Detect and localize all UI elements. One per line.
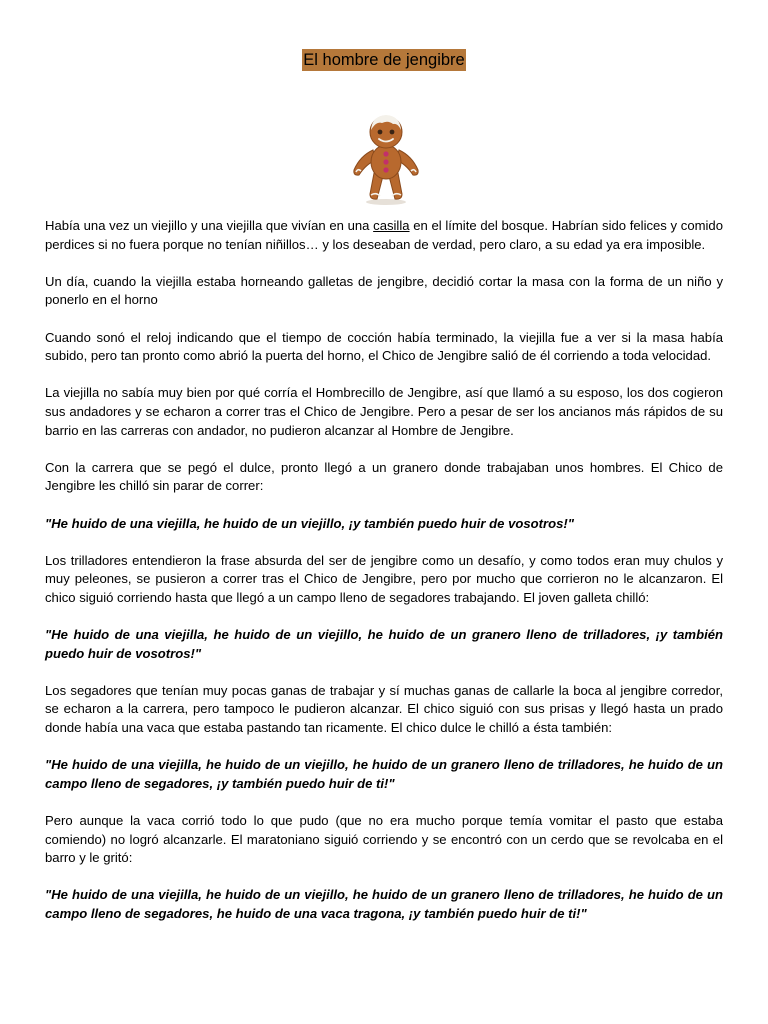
dialogue-1: "He huido de una viejilla, he huido de un viejillo, ¡y también puedo huir de vosotros!" bbox=[45, 515, 574, 531]
paragraph-8: Pero aunque la vaca corrió todo lo que pudo (que no era mucho porque temía vomitar el pasto que estaba comiendo) no logró alcanzarle. El maratoniano siguió corriendo y se encontró con un cerdo que se revolcaba en el barro y le gritó: bbox=[45, 813, 723, 866]
document-title: El hombre de jengibre bbox=[303, 51, 465, 69]
paragraph-5: Con la carrera que se pegó el dulce, pronto llegó a un granero donde trabajaban unos hombres. El Chico de Jengibre les chilló sin parar de correr: bbox=[45, 459, 723, 494]
dialogue-4: "He huido de una viejilla, he huido de un viejillo, he huido de un granero lleno de trilladores, he huido de un campo lleno de segadores, he huido de una vaca tragona, ¡y también puedo huir de ti!" bbox=[45, 887, 723, 921]
paragraph-7: Los segadores que tenían muy pocas ganas de trabajar y sí muchas ganas de callarle la boca al jengibre corredor, se echaron a la carrera, pero tampoco le pudieron alcanzar. El chico siguió con sus prisas y llegó hasta un prado donde había una vaca que estaba pastando tan ricamente. El chico dulce le chilló a ésta también: bbox=[45, 682, 723, 736]
paragraph-1: Había una vez un viejillo y una viejilla que vivían en una casilla en el límite del bosque. Habrían sido felices y comido perdices si no fuera porque no tenían niñillos… y los deseaban de verdad, pero claro, a su edad ya era imposible. bbox=[45, 218, 723, 252]
gingerbread-man-icon bbox=[348, 110, 424, 206]
paragraph-2: Un día, cuando la viejilla estaba horneando galletas de jengibre, decidió cortar la masa con la forma de un niño y ponerlo en el horno bbox=[45, 273, 723, 308]
paragraph-4: La viejilla no sabía muy bien por qué corría el Hombrecillo de Jengibre, así que llamó a su esposo, los dos cogieron sus andadores y se echaron a correr tras el Chico de Jengibre. Pero a pesar de ser los ancianos más rápidos de su barrio en las carreras con andador, no pudieron alcanzar al Hombre de Jengibre. bbox=[45, 385, 723, 438]
dialogue-3: "He huido de una viejilla, he huido de un viejillo, he huido de un granero lleno de trilladores, he huido de un campo lleno de segadores, ¡y también puedo huir de ti!" bbox=[45, 757, 723, 791]
title-container bbox=[45, 49, 723, 71]
story-body bbox=[45, 217, 723, 942]
paragraph-3: Cuando sonó el reloj indicando que el tiempo de cocción había terminado, la viejilla fue a ver si la masa había subido, pero tan pronto como abrió la puerta del horno, el Chico de Jengibre salió de él corriendo a toda velocidad. bbox=[45, 329, 723, 364]
underlined-word: casilla bbox=[373, 218, 410, 233]
dialogue-2: "He huido de una viejilla, he huido de un viejillo, he huido de un granero lleno de trilladores, ¡y también puedo huir de vosotros!" bbox=[45, 627, 723, 661]
paragraph-6: Los trilladores entendieron la frase absurda del ser de jengibre como un desafío, y como todos eran muy chulos y muy peleones, se pusieron a correr tras el Chico de Jengibre, pero por mucho que corrieron no le alcanzaron. El chico siguió corriendo hasta que llegó a un campo lleno de segadores trabajando. El joven galleta chilló: bbox=[45, 552, 723, 605]
gingerbread-man-illustration bbox=[348, 110, 424, 206]
